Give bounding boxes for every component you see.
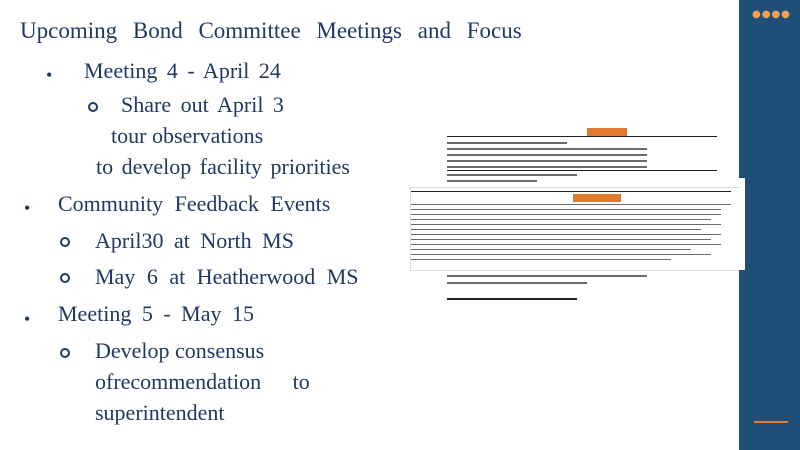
table-row (411, 204, 731, 205)
table-row (411, 254, 711, 255)
table-row (447, 282, 587, 284)
accent-line (754, 421, 788, 423)
dots-decoration-icon: ●●●● (752, 9, 791, 20)
sub-bullet-continuation-1: tour observations (111, 123, 264, 148)
sub-bullet-share-out: Share out April 3 (121, 92, 284, 117)
table-row (411, 214, 721, 215)
table-row (447, 166, 647, 168)
circle-bullet-icon (88, 102, 98, 112)
table-row (411, 249, 691, 250)
sidebar-band (739, 0, 800, 450)
sub-bullet-develop-consensus: Develop consensus (95, 338, 265, 363)
bullet-dot: • (24, 309, 31, 329)
bullet-dot: • (46, 65, 53, 85)
sub-bullet-continuation-2: to develop facility priorities (96, 154, 350, 179)
table-row (411, 244, 721, 245)
circle-bullet-icon (60, 237, 70, 247)
sub-bullet-may-6: May 6 at Heatherwood MS (95, 264, 359, 289)
table-rule (447, 136, 717, 137)
circle-bullet-icon (60, 348, 70, 358)
table-row (411, 229, 701, 230)
table-header-highlight (587, 128, 627, 136)
bullet-meeting-5: Meeting 5 - May 15 (58, 301, 254, 326)
table-row (447, 180, 537, 182)
sidebar-notch (739, 178, 745, 270)
table-row (447, 298, 577, 300)
table-row (447, 142, 567, 144)
slide-title: Upcoming Bond Committee Meetings and Focus (20, 18, 522, 43)
table-row (447, 148, 647, 150)
sub-bullet-continuation-3: ofrecommendation to (95, 369, 310, 394)
table-row (411, 239, 711, 240)
table-row (411, 259, 671, 260)
embedded-table-image-detail (410, 187, 742, 271)
sub-bullet-april-30: April30 at North MS (95, 228, 294, 253)
bullet-dot: • (24, 198, 31, 218)
table-row (411, 209, 721, 210)
table-row (447, 275, 647, 277)
table-row (447, 154, 647, 156)
table-row (447, 174, 577, 176)
bullet-meeting-4: Meeting 4 - April 24 (84, 58, 281, 83)
bullet-community-feedback: Community Feedback Events (58, 191, 331, 216)
table-row (411, 224, 721, 225)
table-row (411, 234, 721, 235)
circle-bullet-icon (60, 273, 70, 283)
sub-bullet-continuation-4: superintendent (95, 400, 225, 425)
table-rule (447, 170, 717, 171)
table-row (447, 160, 647, 162)
table-row (411, 219, 711, 220)
table-header-highlight (573, 194, 621, 202)
table-rule (411, 191, 731, 192)
